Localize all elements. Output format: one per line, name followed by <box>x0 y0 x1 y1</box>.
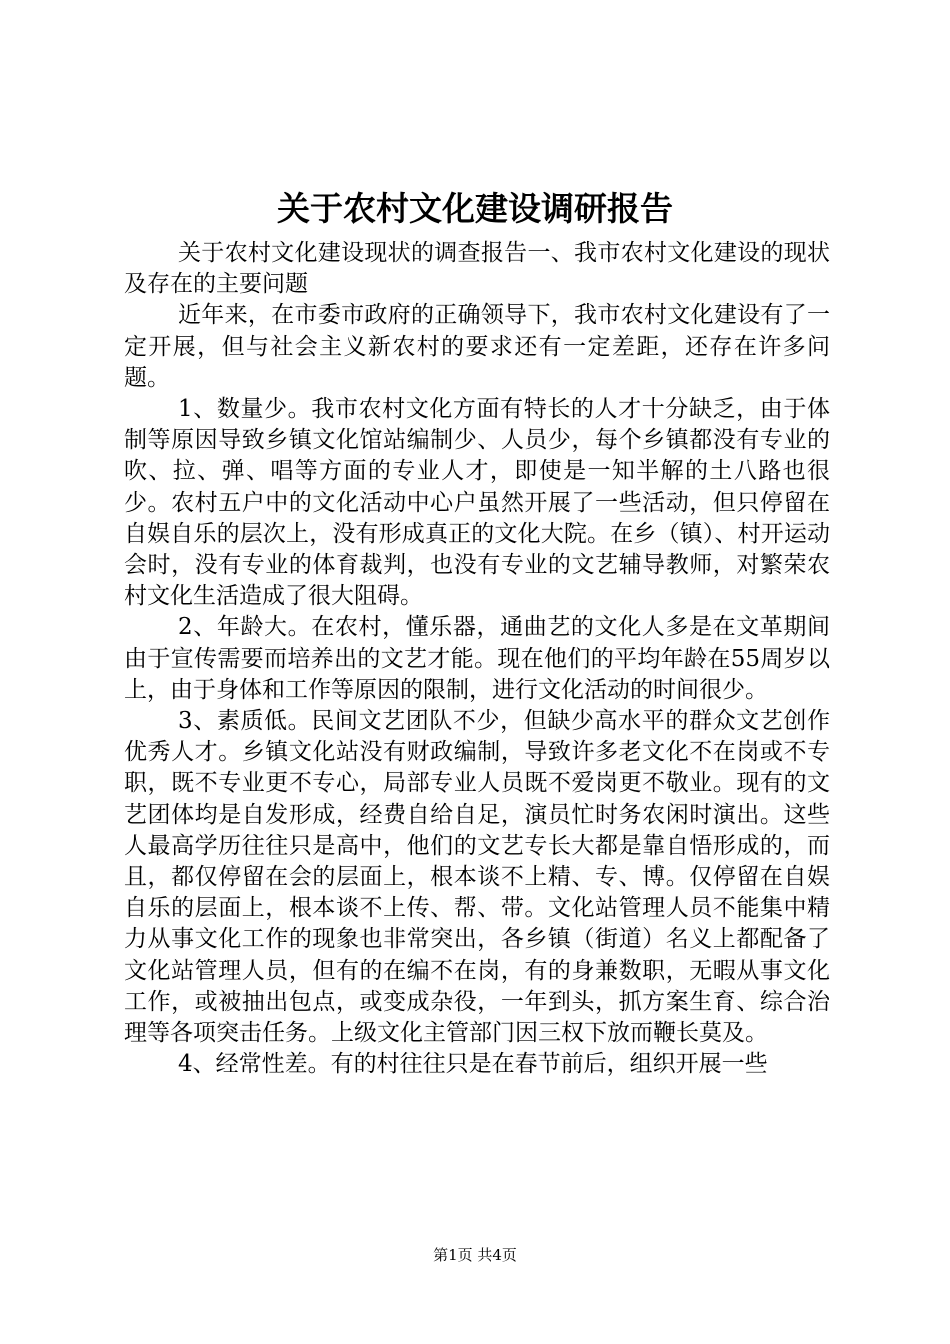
paragraph-overview: 近年来，在市委市政府的正确领导下，我市农村文化建设有了一定开展，但与社会主义新农村的要求还有一定差距，还存在许多问题。 <box>124 302 830 391</box>
paragraph-intro: 关于农村文化建设现状的调查报告一、我市农村文化建设的现状及存在的主要问题 <box>124 240 830 298</box>
paragraph-frequency: 4、经常性差。有的村往往只是在春节前后，组织开展一些 <box>178 1051 768 1078</box>
paragraph-age: 2、年龄大。在农村，懂乐器，通曲艺的文化人多是在文革期间由于宣传需要而培养出的文艺才能。现在他们的平均年龄在55周岁以上，由于身体和工作等原因的限制，进行文化活动的时间很少。 <box>124 614 830 703</box>
document-body <box>124 238 830 1080</box>
paragraph-quantity: 1、数量少。我市农村文化方面有特长的人才十分缺乏，由于体制等原因导致乡镇文化馆站编制少、人员少，每个乡镇都没有专业的吹、拉、弹、唱等方面的专业人才，即使是一知半解的土八路也很少。农村五户中的文化活动中心户虽然开展了一些活动，但只停留在自娱自乐的层次上，没有形成真正的文化大院。在乡（镇）、村开运动会时，没有专业的体育裁判，也没有专业的文艺辅导教师，对繁荣农村文化生活造成了很大阻碍。 <box>124 396 830 610</box>
page-number-footer: 第1页 共4页 <box>433 1246 517 1264</box>
document-title: 关于农村文化建设调研报告 <box>277 189 673 228</box>
paragraph-quality: 3、素质低。民间文艺团队不少，但缺少高水平的群众文艺创作优秀人才。乡镇文化站没有财政编制，导致许多老文化不在岗或不专职，既不专业更不专心，局部专业人员既不爱岗更不敬业。现有的文艺团体均是自发形成，经费自给自足，演员忙时务农闲时演出。这些人最高学历往往只是高中，他们的文艺专长大都是靠自悟形成的，而且，都仅停留在会的层面上，根本谈不上精、专、博。仅停留在自娱自乐的层面上，根本谈不上传、帮、带。文化站管理人员不能集中精力从事文化工作的现象也非常突出，各乡镇（街道）名义上都配备了文化站管理人员，但有的在编不在岗，有的身兼数职，无暇从事文化工作，或被抽出包点，或变成杂役，一年到头，抓方案生育、综合治理等各项突击任务。上级文化主管部门因三权下放而鞭长莫及。 <box>124 708 830 1047</box>
